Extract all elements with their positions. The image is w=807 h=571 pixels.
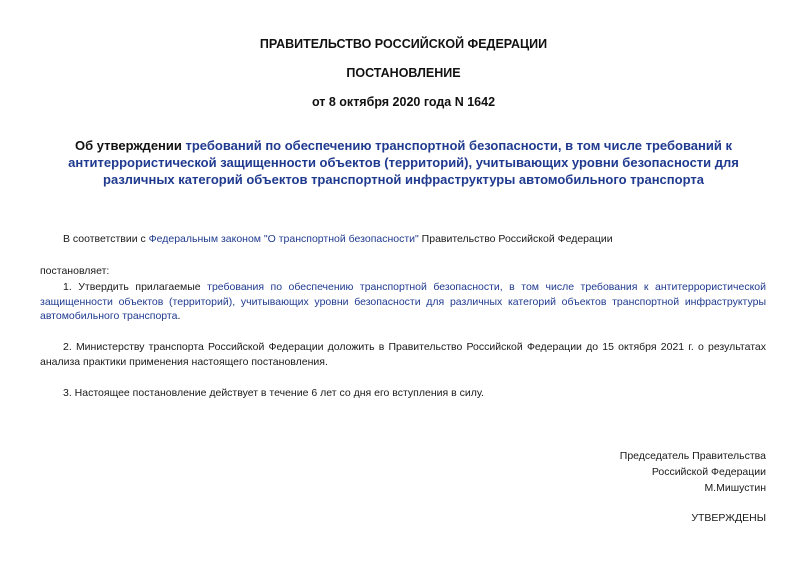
signature-line-2: Российской Федерации [651,466,766,478]
preamble-prefix: В соответствии с [63,233,149,245]
signature-block [466,448,766,496]
preamble-suffix: Правительство Российской Федерации [418,233,613,245]
item-1-suffix: . [177,310,181,322]
signature-line-1: Председатель Правительства [619,450,766,462]
doc-type-heading: ПОСТАНОВЛЕНИЕ [346,66,461,80]
title-prefix: Об утверждении [75,138,186,153]
approved-label: УТВЕРЖДЕНЫ [691,512,766,524]
resolves-text: постановляет: [40,265,110,277]
item-1-paragraph [40,280,766,324]
item-3-paragraph: 3. Настоящее постановление действует в течение 6 лет со дня его вступления в силу. [63,387,484,399]
document-title [40,137,767,188]
title-requirements-link[interactable]: требований по обеспечению транспортной безопасности, в том числе требований к антитеррористической защищенности объектов (территорий), учитывающих уровни безопасности для различных категорий объектов транспортной инфраструктуры автомобильного транспорта [68,138,739,187]
item-2-paragraph: 2. Министерству транспорта Российской Федерации доложить в Правительство Российской Федерации до 15 октября 2021 г. о результатах анализа практики применения настоящего постановления. [40,341,766,368]
item-1-prefix: 1. Утвердить прилагаемые [63,281,208,293]
federal-law-link[interactable]: Федеральным законом "О транспортной безопасности" [148,233,419,245]
item-1-requirements-link[interactable]: требования по обеспечению транспортной безопасности, в том числе требования к антитеррористической защищенности объектов (территорий), учитывающих уровни безопасности для различных категорий объектов транспортной инфраструктуры автомобильного транспорта [40,281,766,322]
signature-name: М.Мишустин [704,482,766,494]
date-number-heading: от 8 октября 2020 года N 1642 [311,95,496,109]
government-heading: ПРАВИТЕЛЬСТВО РОССИЙСКОЙ ФЕДЕРАЦИИ [259,37,548,51]
preamble-paragraph [63,232,773,247]
